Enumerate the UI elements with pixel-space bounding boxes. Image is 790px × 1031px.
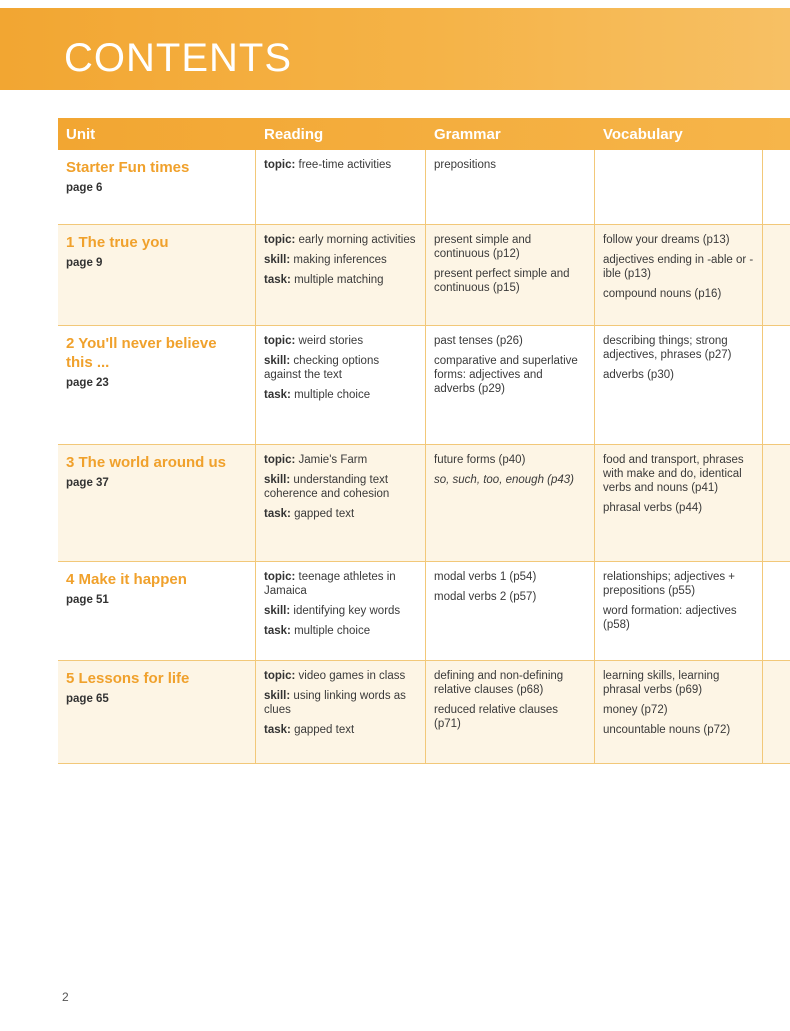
- column-header-reading: Reading: [264, 126, 324, 143]
- reading-skill: skill: using linking words as clues: [264, 690, 406, 716]
- reading-topic: topic: teenage athletes in Jamaica: [264, 571, 396, 597]
- unit-title: 3 The world around us: [66, 454, 227, 471]
- vocabulary-item: follow your dreams (p13): [603, 234, 730, 246]
- reading-topic: topic: weird stories: [264, 335, 364, 347]
- reading-skill: skill: making inferences: [264, 254, 387, 266]
- reading-cell: [256, 562, 426, 660]
- reading-topic: topic: free-time activities: [264, 159, 392, 171]
- vocabulary-cell: [595, 661, 763, 763]
- reading-skill: skill: identifying key words: [264, 605, 401, 617]
- vocabulary-item: adverbs (p30): [603, 369, 674, 381]
- grammar-item: comparative and superlative forms: adjectives and adverbs (p29): [434, 355, 578, 395]
- table-header-row: [58, 118, 790, 150]
- unit-page: page 65: [66, 693, 109, 705]
- column-header-vocabulary: Vocabulary: [603, 126, 683, 143]
- grammar-cell: [426, 445, 595, 561]
- grammar-item: prepositions: [434, 159, 497, 171]
- grammar-cell: [426, 661, 595, 763]
- reading-task: task: multiple matching: [264, 274, 384, 286]
- reading-cell: [256, 326, 426, 444]
- grammar-item: defining and non-defining relative clauses (p68): [434, 670, 564, 696]
- grammar-cell: [426, 150, 595, 224]
- unit-page: page 37: [66, 477, 109, 489]
- reading-cell: [256, 661, 426, 763]
- page-number: 2: [62, 990, 69, 1004]
- reading-task: task: multiple choice: [264, 389, 371, 401]
- table-row-unit-1: [58, 225, 790, 326]
- unit-title: 5 Lessons for life: [66, 670, 190, 687]
- table-row-starter: [58, 150, 790, 225]
- table-row-unit-3: [58, 445, 790, 562]
- vocabulary-item: learning skills, learning phrasal verbs (p69): [603, 670, 720, 696]
- reading-task: task: multiple choice: [264, 625, 371, 637]
- unit-cell: [58, 445, 256, 561]
- vocabulary-item: uncountable nouns (p72): [603, 724, 731, 736]
- vocabulary-cell: [595, 326, 763, 444]
- vocabulary-cell: [595, 150, 763, 224]
- unit-page: page 51: [66, 594, 109, 606]
- grammar-item: past tenses (p26): [434, 335, 523, 347]
- grammar-item: reduced relative clauses (p71): [434, 704, 559, 730]
- grammar-cell: [426, 562, 595, 660]
- unit-title: 1 The true you: [66, 234, 169, 251]
- reading-task: task: gapped text: [264, 508, 355, 520]
- unit-cell: [58, 150, 256, 224]
- grammar-item: modal verbs 1 (p54): [434, 571, 537, 583]
- reading-cell: [256, 225, 426, 325]
- vocabulary-cell: [595, 225, 763, 325]
- unit-page: page 6: [66, 182, 103, 194]
- unit-cell: [58, 562, 256, 660]
- unit-page: page 23: [66, 377, 109, 389]
- extra-cell: [763, 326, 790, 444]
- grammar-item: modal verbs 2 (p57): [434, 591, 537, 603]
- column-header-grammar: Grammar: [434, 126, 501, 143]
- unit-page: page 9: [66, 257, 103, 269]
- table-row-unit-2: [58, 326, 790, 445]
- unit-cell: [58, 661, 256, 763]
- extra-cell: [763, 562, 790, 660]
- reading-task: task: gapped text: [264, 724, 355, 736]
- grammar-item: so, such, too, enough (p43): [434, 474, 575, 486]
- reading-topic: topic: video games in class: [264, 670, 406, 682]
- reading-cell: [256, 150, 426, 224]
- unit-cell: [58, 326, 256, 444]
- reading-topic: topic: Jamie's Farm: [264, 454, 368, 466]
- extra-cell: [763, 150, 790, 224]
- extra-cell: [763, 225, 790, 325]
- unit-title: 2 You'll never believe this ...: [66, 335, 217, 371]
- vocabulary-item: phrasal verbs (p44): [603, 502, 703, 514]
- vocabulary-item: describing things; strong adjectives, phrases (p27): [603, 335, 732, 361]
- grammar-item: present perfect simple and continuous (p15): [434, 268, 570, 294]
- extra-cell: [763, 661, 790, 763]
- column-header-unit: Unit: [66, 126, 96, 143]
- unit-cell: [58, 225, 256, 325]
- grammar-item: future forms (p40): [434, 454, 526, 466]
- contents-banner: [0, 8, 790, 90]
- column-header-extra: [763, 118, 790, 150]
- vocabulary-item: food and transport, phrases with make and do, identical verbs and nouns (p41): [603, 454, 744, 494]
- reading-skill: skill: checking options against the text: [264, 355, 380, 381]
- extra-cell: [763, 445, 790, 561]
- grammar-cell: [426, 225, 595, 325]
- vocabulary-item: money (p72): [603, 704, 668, 716]
- unit-title: 4 Make it happen: [66, 571, 187, 588]
- reading-skill: skill: understanding text coherence and cohesion: [264, 474, 390, 500]
- vocabulary-item: compound nouns (p16): [603, 288, 722, 300]
- vocabulary-item: relationships; adjectives + prepositions (p55): [603, 571, 736, 597]
- grammar-cell: [426, 326, 595, 444]
- reading-cell: [256, 445, 426, 561]
- grammar-item: present simple and continuous (p12): [434, 234, 532, 260]
- vocabulary-cell: [595, 445, 763, 561]
- page-title: CONTENTS: [64, 36, 292, 80]
- vocabulary-item: adjectives ending in -able or -ible (p13): [603, 254, 754, 280]
- vocabulary-cell: [595, 562, 763, 660]
- contents-table: [58, 118, 790, 764]
- reading-topic: topic: early morning activities: [264, 234, 416, 246]
- unit-title: Starter Fun times: [66, 159, 190, 176]
- table-row-unit-5: [58, 661, 790, 764]
- vocabulary-item: word formation: adjectives (p58): [603, 605, 737, 631]
- table-row-unit-4: [58, 562, 790, 661]
